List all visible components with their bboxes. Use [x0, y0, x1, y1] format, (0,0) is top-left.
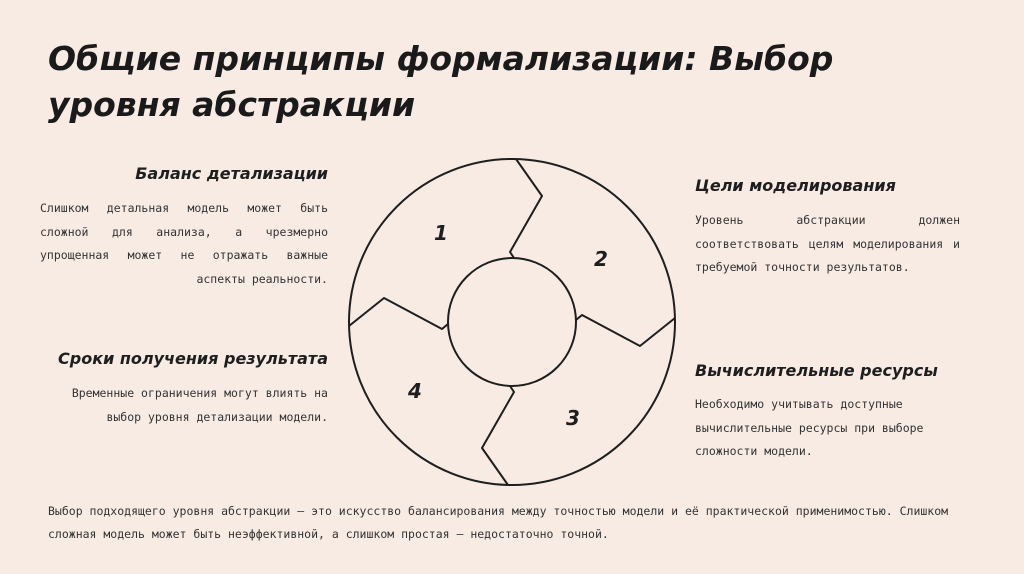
deadline-block: [40, 348, 328, 429]
cycle-divider-top: [510, 159, 542, 258]
segment-1-label: 1: [434, 221, 448, 245]
balance-heading: Баланс детализации: [135, 164, 328, 183]
segment-2-label: 2: [594, 247, 608, 271]
balance-text: Слишком детальная модель может быть сложной для анализа, а чрезмерно упрощенная может не отражать важные аспекты реальности.: [40, 201, 328, 286]
page-title: Общие принципы формализации: Выбор уровня абстракции: [48, 39, 834, 124]
cycle-inner-ring: [448, 258, 576, 386]
deadline-heading: Сроки получения результата: [58, 349, 328, 368]
goals-heading: Цели моделирования: [695, 176, 896, 195]
deadline-text: Временные ограничения могут влиять на выбор уровня детализации модели.: [71, 386, 328, 424]
resources-block: [695, 360, 960, 464]
footer-text: Выбор подходящего уровня абстракции – это искусство балансирования между точностью модели и её практической применимостью. Слишком сложная модель может быть неэффективной, а слишком простая – недостаточно точной.: [48, 504, 949, 541]
resources-text: Необходимо учитывать доступные вычислительные ресурсы при выборе сложности модели.: [695, 397, 924, 458]
cycle-diagram: [340, 150, 684, 494]
segment-3-label: 3: [566, 406, 580, 430]
segment-4-label: 4: [408, 379, 422, 403]
cycle-divider-right: [576, 315, 675, 346]
balance-block: [40, 163, 328, 291]
cycle-outer-ring: [349, 159, 675, 485]
cycle-divider-bottom: [482, 386, 514, 485]
goals-text: Уровень абстракции должен соответствовать целям моделирования и требуемой точности результатов.: [695, 213, 960, 274]
goals-block: [695, 175, 960, 280]
resources-heading: Вычислительные ресурсы: [695, 361, 938, 380]
cycle-divider-left: [349, 298, 448, 329]
